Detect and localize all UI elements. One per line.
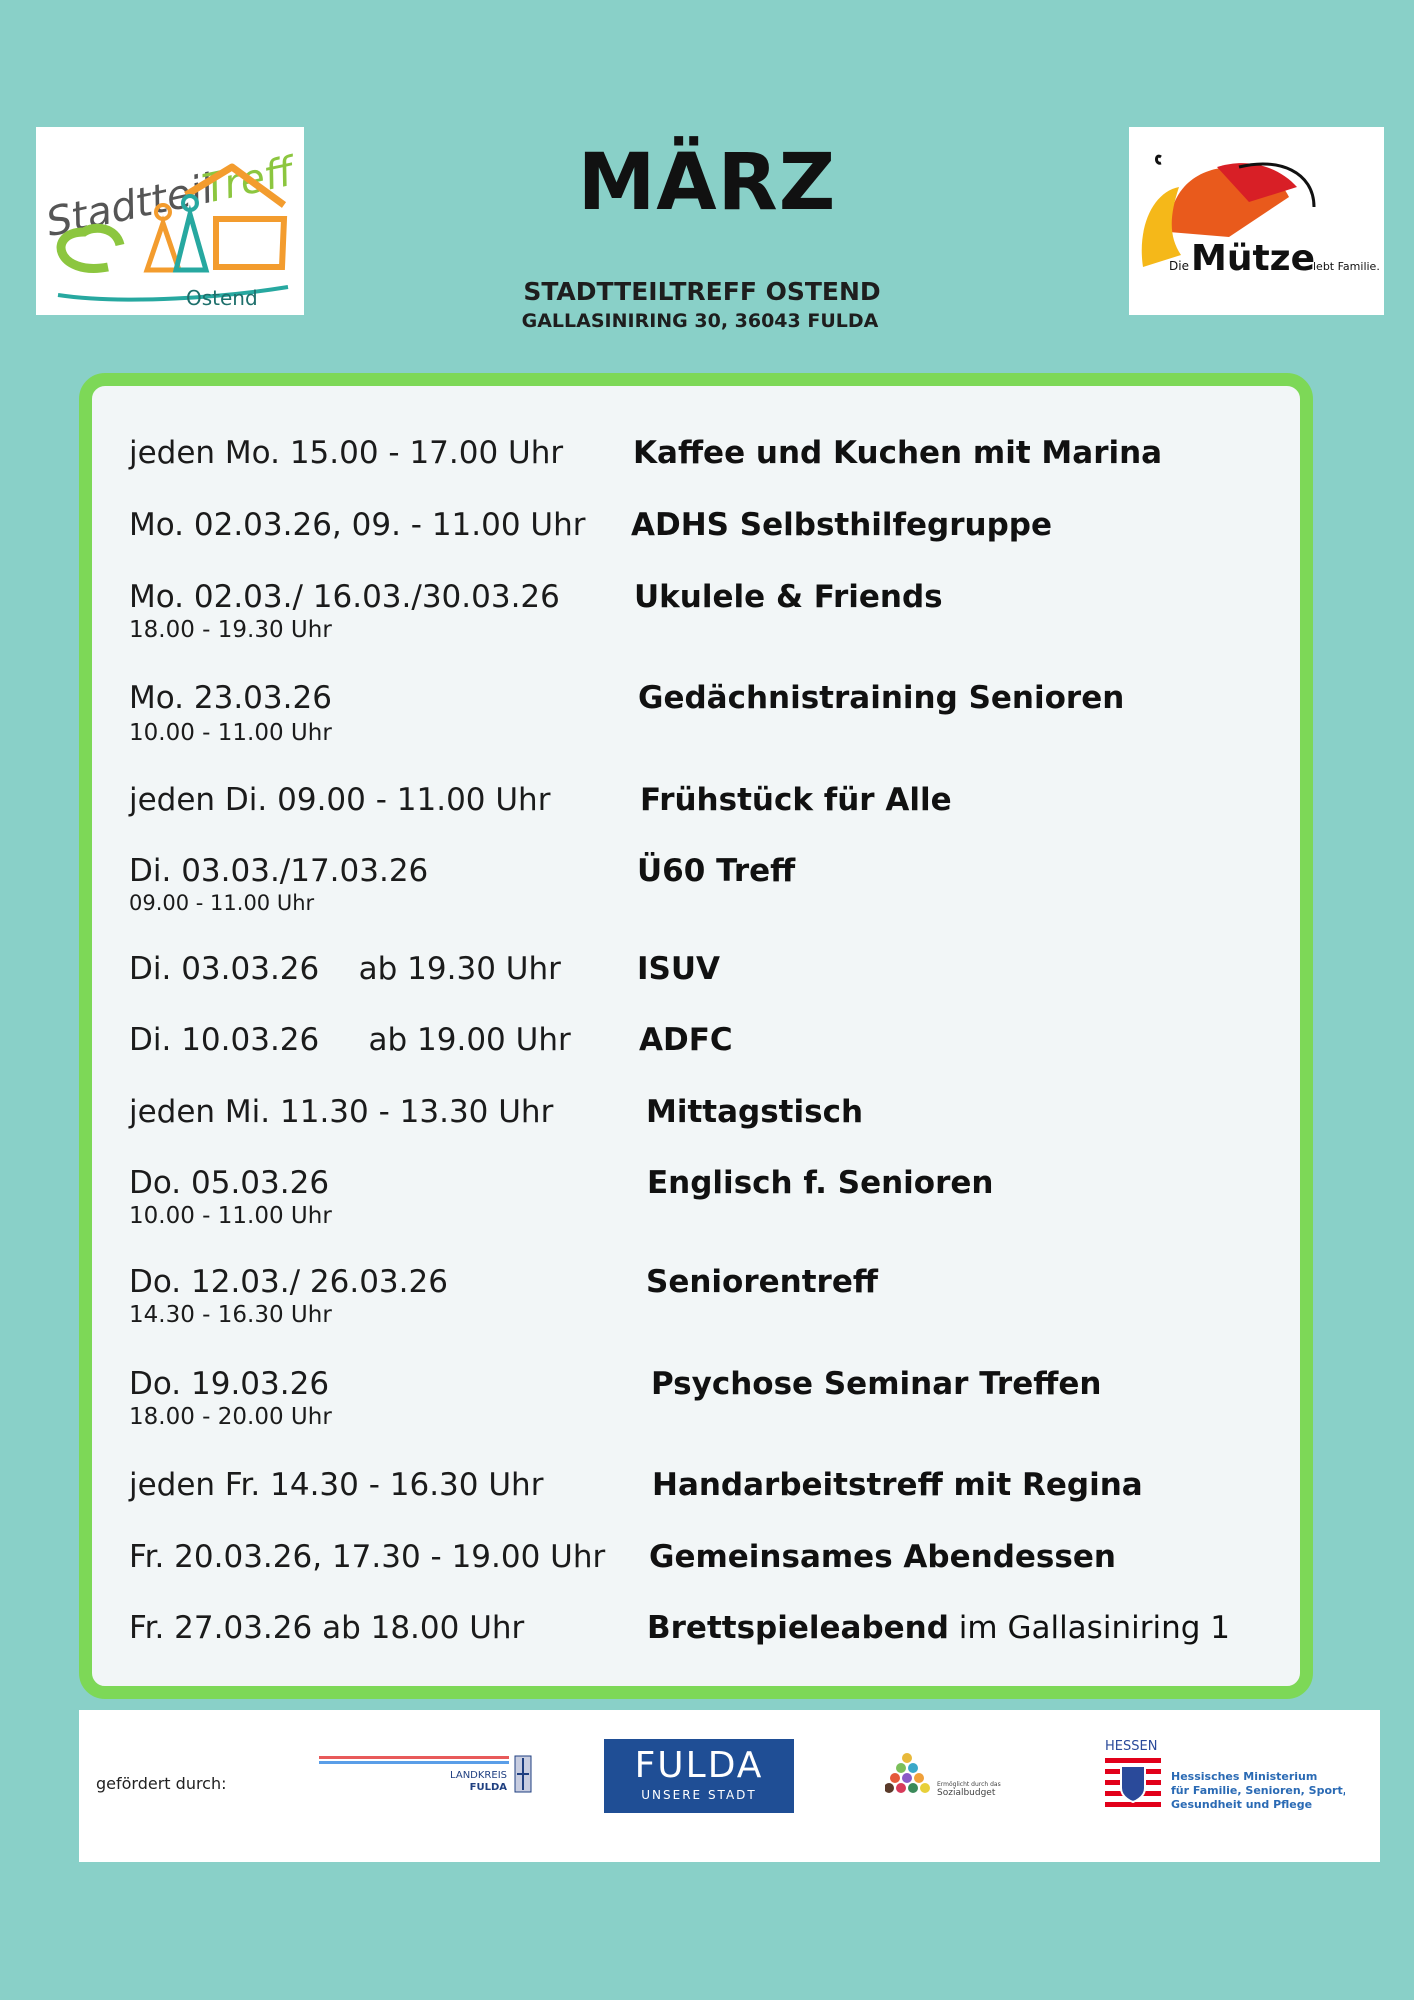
- event-time: jeden Mi. 11.30 - 13.30 Uhr: [129, 1094, 554, 1130]
- event-row: [92, 579, 1300, 643]
- crest-shield: [1121, 1766, 1145, 1802]
- event-title: ADHS Selbsthilfegruppe: [631, 507, 1053, 543]
- event-title: Seniorentreff: [646, 1264, 878, 1300]
- event-time: Fr. 27.03.26 ab 18.00 Uhr: [129, 1610, 525, 1646]
- event-time: Di. 10.03.26 ab 19.00 Uhr: [129, 1022, 571, 1058]
- event-title: Kaffee und Kuchen mit Marina: [633, 435, 1163, 471]
- event-date: Mo. 23.03.26: [129, 680, 332, 716]
- hessen-line2: für Familie, Senioren, Sport,: [1171, 1784, 1345, 1797]
- logo-text-treff: Treff: [198, 148, 298, 213]
- hessen-line3: Gesundheit und Pflege: [1171, 1798, 1313, 1811]
- event-row: [92, 1165, 1300, 1229]
- sozialbudget-logo: [885, 1750, 1015, 1810]
- event-time: Mo. 02.03.26, 09. - 11.00 Uhr: [129, 507, 586, 543]
- logo-text-stadtteil: Stadtteil: [42, 165, 218, 247]
- event-title: Frühstück für Alle: [640, 782, 952, 818]
- hex-dot: [908, 1763, 918, 1773]
- landkreis-blue-stripe: [319, 1761, 509, 1764]
- hessen-line1: Hessisches Ministerium: [1171, 1770, 1318, 1783]
- hex-dot: [896, 1783, 906, 1793]
- event-location: im Gallasiniring 1: [948, 1610, 1230, 1646]
- event-row: [92, 853, 1300, 913]
- event-time: Di. 03.03.26 ab 19.30 Uhr: [129, 951, 561, 987]
- event-title: Handarbeitstreff mit Regina: [652, 1467, 1143, 1503]
- event-title-bold: Brettspieleabend: [647, 1610, 949, 1646]
- stadt-fulda-logo: [604, 1739, 794, 1813]
- hex-dot: [902, 1773, 912, 1783]
- hex-dot: [920, 1783, 930, 1793]
- event-time: 14.30 - 16.30 Uhr: [129, 1302, 332, 1328]
- event-time: 18.00 - 20.00 Uhr: [129, 1404, 332, 1430]
- hex-dot: [914, 1773, 924, 1783]
- event-title: ISUV: [637, 951, 721, 987]
- sozialbudget-line1: Ermöglicht durch das: [937, 1781, 1001, 1788]
- hex-dot: [896, 1763, 906, 1773]
- logo-text-ostend: Ostend: [186, 286, 258, 310]
- event-time: 09.00 - 11.00 Uhr: [129, 891, 315, 915]
- event-time: 10.00 - 11.00 Uhr: [129, 1203, 332, 1229]
- landkreis-red-stripe: [319, 1756, 509, 1759]
- organization-address: GALLASINIRING 30, 36043 FULDA: [521, 310, 879, 332]
- event-date: Mo. 02.03./ 16.03./30.03.26: [129, 579, 560, 615]
- hex-dot: [890, 1773, 900, 1783]
- sponsors-strip: [79, 1710, 1380, 1862]
- event-time: 18.00 - 19.30 Uhr: [129, 617, 332, 643]
- landkreis-line2: FULDA: [469, 1782, 507, 1793]
- event-title: [647, 1610, 1230, 1646]
- event-date: Do. 05.03.26: [129, 1165, 330, 1201]
- event-row: [92, 1539, 1300, 1599]
- event-date: Do. 12.03./ 26.03.26: [129, 1264, 448, 1300]
- event-title: Gedächnistraining Senioren: [638, 680, 1125, 716]
- event-time: Fr. 20.03.26, 17.30 - 19.00 Uhr: [129, 1539, 606, 1575]
- fulda-logo-subtitle: UNSERE STADT: [641, 1788, 757, 1802]
- organization-name: STADTTEILTREFF OSTEND: [523, 277, 881, 306]
- event-title: ADFC: [639, 1022, 733, 1058]
- landkreis-line1: LANDKREIS: [450, 1770, 507, 1781]
- figure-body-orange: [147, 223, 179, 270]
- hessen-ministry-logo: [1105, 1736, 1345, 1826]
- event-title: Ü60 Treff: [637, 853, 796, 889]
- hex-dot: [885, 1783, 894, 1793]
- event-time: jeden Di. 09.00 - 11.00 Uhr: [129, 782, 551, 818]
- hessen-title: HESSEN: [1105, 1739, 1158, 1754]
- hessen-crest-icon: [1105, 1758, 1161, 1814]
- event-row: [92, 1467, 1300, 1527]
- schedule-card: [79, 373, 1313, 1699]
- funded-by-label: gefördert durch:: [96, 1774, 227, 1793]
- event-row: [92, 1264, 1300, 1328]
- event-row: [92, 435, 1300, 495]
- crest-stripe: [1105, 1758, 1161, 1763]
- landkreis-fulda-graphic: [319, 1754, 589, 1798]
- event-row: [92, 951, 1300, 1011]
- sozialbudget-line2: Sozialbudget: [937, 1788, 996, 1798]
- event-title: Gemeinsames Abendessen: [649, 1539, 1116, 1575]
- event-row: [92, 1610, 1300, 1670]
- event-time: jeden Mo. 15.00 - 17.00 Uhr: [129, 435, 564, 471]
- event-title: Mittagstisch: [646, 1094, 864, 1130]
- muetze-text-main: Mütze: [1191, 238, 1316, 279]
- hex-dot: [908, 1783, 918, 1793]
- event-time: 10.00 - 11.00 Uhr: [129, 720, 332, 746]
- hex-dot: [902, 1753, 912, 1763]
- event-title: Psychose Seminar Treffen: [651, 1366, 1102, 1402]
- event-row: [92, 680, 1300, 746]
- hessen-ministry-graphic: [1105, 1736, 1345, 1826]
- muetze-text-tail: lebt Familie.: [1313, 260, 1380, 273]
- event-row: [92, 1094, 1300, 1154]
- sozialbudget-graphic: [885, 1750, 1015, 1810]
- event-row: [92, 1022, 1300, 1082]
- event-time: jeden Fr. 14.30 - 16.30 Uhr: [129, 1467, 544, 1503]
- event-row: [92, 1366, 1300, 1430]
- fulda-logo-title: FULDA: [634, 1745, 764, 1786]
- hexagon-cluster-icon: [885, 1753, 930, 1793]
- event-title: Englisch f. Senioren: [647, 1165, 994, 1201]
- event-title: Ukulele & Friends: [634, 579, 943, 615]
- event-date: Di. 03.03./17.03.26: [129, 853, 429, 889]
- event-row: [92, 782, 1300, 842]
- muetze-text-die: Die: [1169, 259, 1189, 273]
- event-row: [92, 507, 1300, 567]
- month-title: MÄRZ: [577, 138, 837, 228]
- event-date: Do. 19.03.26: [129, 1366, 330, 1402]
- landkreis-fulda-logo: [319, 1754, 589, 1798]
